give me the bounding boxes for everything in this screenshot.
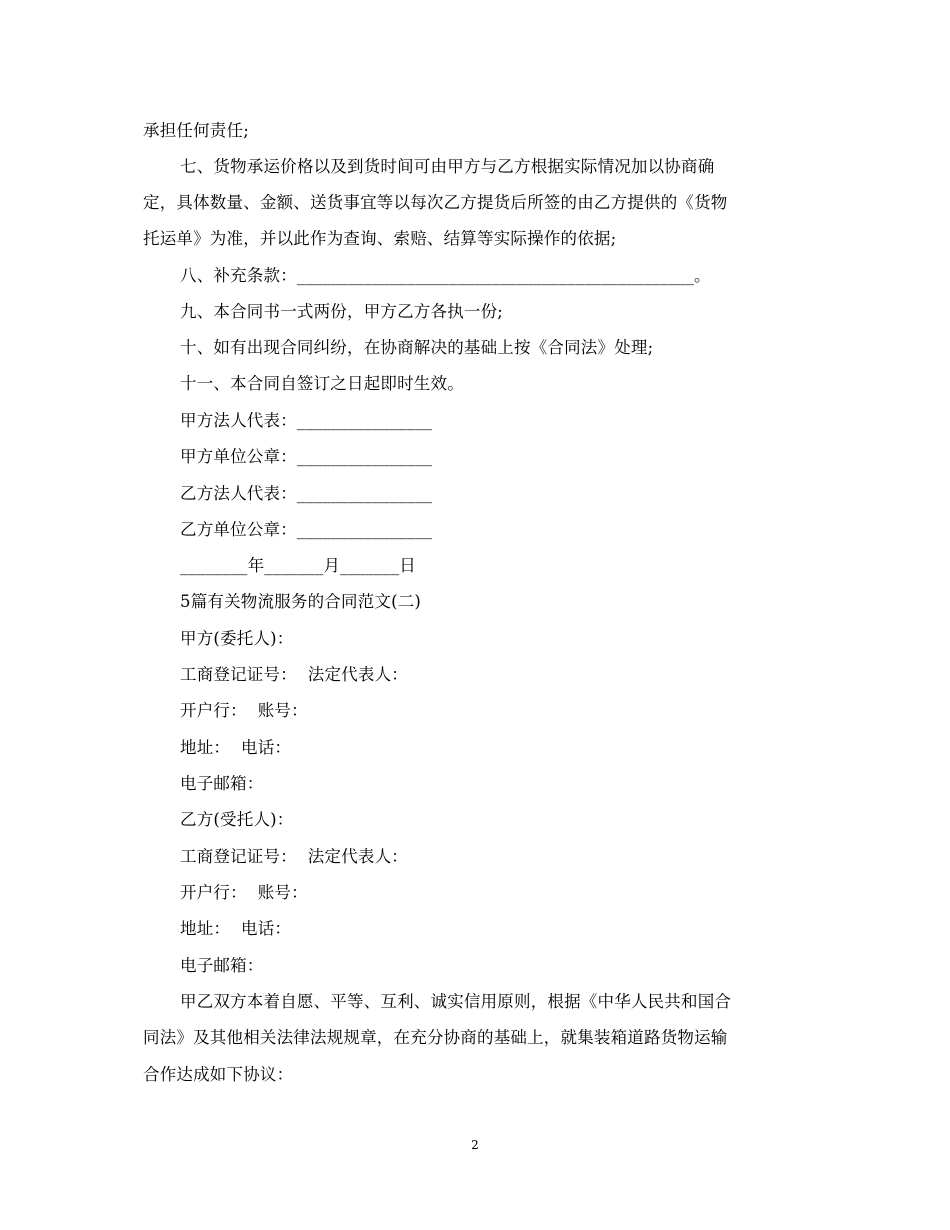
party-a-registration-number: 工商登记证号： 法定代表人： <box>180 665 408 684</box>
section-heading-contract-two: 5篇有关物流服务的合同范文(二) <box>180 592 422 611</box>
agreement-intro-line-1: 甲乙双方本着自愿、平等、互利、诚实信用原则，根据《中华人民共和国合 <box>180 992 732 1011</box>
party-b-registration-number: 工商登记证号： 法定代表人： <box>180 847 408 866</box>
party-a-bank-account: 开户行： 账号： <box>180 701 308 720</box>
clause-7-line-1: 七、货物承运价格以及到货时间可由甲方与乙方根据实际情况加以协商确 <box>180 157 715 176</box>
signing-date: ________年_______月_______日 <box>180 556 416 575</box>
clause-10-disputes: 十、如有出现合同纠纷，在协商解决的基础上按《合同法》处理; <box>180 338 654 357</box>
clause-7-line-2: 定，具体数量、金额、送货事宜等以每次乙方提货后所签的由乙方提供的《货物 <box>143 193 728 212</box>
party-a-legal-representative: 甲方法人代表：________________ <box>180 411 433 430</box>
agreement-intro-line-3: 合作达成如下协议： <box>143 1065 294 1084</box>
clause-8-supplementary-terms: 八、补充条款：_______________________________________________。 <box>180 266 711 285</box>
clause-9-copies: 九、本合同书一式两份，甲方乙方各执一份; <box>180 302 504 321</box>
party-b-company-seal: 乙方单位公章：________________ <box>180 520 433 539</box>
party-b-bank-account: 开户行： 账号： <box>180 883 308 902</box>
page-number: 2 <box>471 1138 479 1152</box>
party-b-address-phone: 地址： 电话： <box>180 919 292 938</box>
party-b-trustee: 乙方(受托人)： <box>180 810 294 829</box>
party-a-address-phone: 地址： 电话： <box>180 738 292 757</box>
party-b-legal-representative: 乙方法人代表：________________ <box>180 484 433 503</box>
text-line-liability-end: 承担任何责任; <box>143 121 249 140</box>
party-a-client: 甲方(委托人)： <box>180 629 294 648</box>
agreement-intro-line-2: 同法》及其他相关法律法规规章，在充分协商的基础上，就集装箱道路货物运输 <box>143 1028 728 1047</box>
party-a-company-seal: 甲方单位公章：________________ <box>180 447 433 466</box>
party-b-email: 电子邮箱： <box>180 956 264 975</box>
clause-7-line-3: 托运单》为准，并以此作为查询、索赔、结算等实际操作的依据; <box>143 229 617 248</box>
clause-11-effective: 十一、本合同自签订之日起即时生效。 <box>180 374 464 393</box>
party-a-email: 电子邮箱： <box>180 774 264 793</box>
